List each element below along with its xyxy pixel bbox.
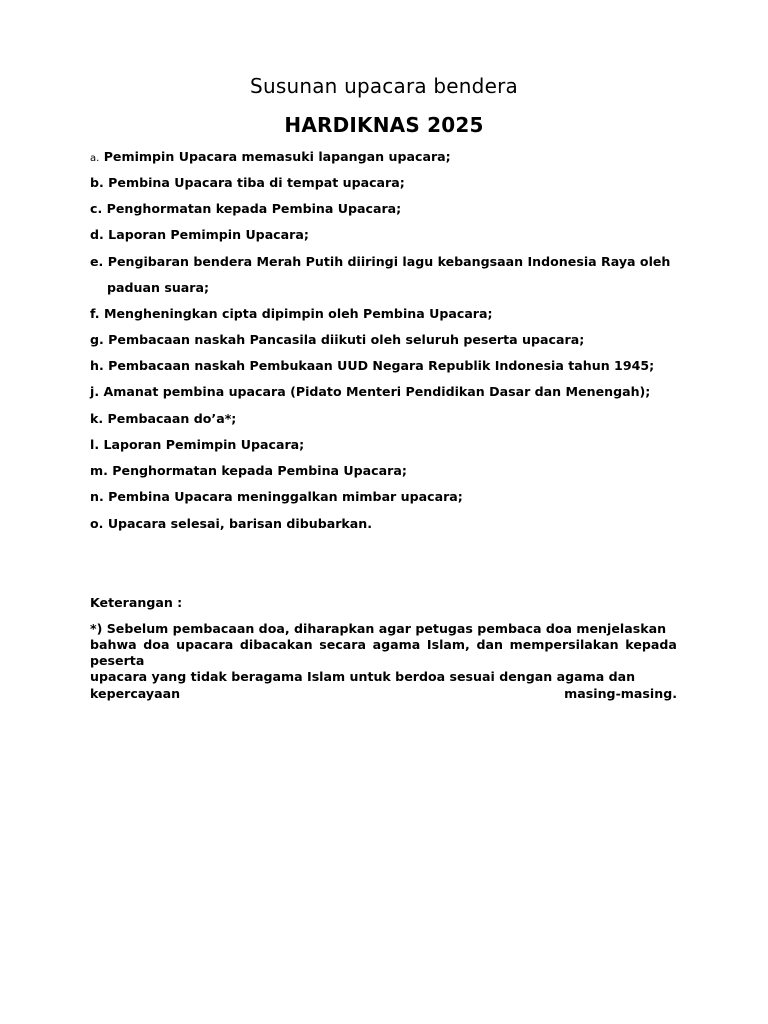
list-item-g: g. Pembacaan naskah Pancasila diikuti oleh seluruh peserta upacara; bbox=[90, 332, 585, 347]
note-word: upacara bbox=[176, 637, 234, 652]
list-item-n: n. Pembina Upacara meninggalkan mimbar upacara; bbox=[90, 489, 463, 504]
list-item-e: e. Pengibaran bendera Merah Putih diiringi lagu kebangsaan Indonesia Raya oleh bbox=[90, 254, 671, 269]
list-item-h: h. Pembacaan naskah Pembukaan UUD Negara Republik Indonesia tahun 1945; bbox=[90, 358, 655, 373]
note-word: doa bbox=[143, 637, 170, 652]
note-word: bahwa bbox=[90, 637, 137, 652]
list-item-a bbox=[90, 149, 451, 164]
list-item-d: d. Laporan Pemimpin Upacara; bbox=[90, 227, 309, 242]
note-label: Keterangan : bbox=[90, 595, 183, 610]
note-word: kepada bbox=[625, 637, 677, 652]
note-line-3: peserta bbox=[90, 653, 145, 668]
note-word: kepercayaan bbox=[90, 686, 181, 701]
note-word: agama bbox=[372, 637, 421, 652]
note-word: Islam, bbox=[426, 637, 470, 652]
note-line-4: upacara yang tidak beragama Islam untuk berdoa sesuai dengan agama dan bbox=[90, 669, 636, 684]
note-word: secara bbox=[319, 637, 366, 652]
list-item-f: f. Mengheningkan cipta dipimpin oleh Pembina Upacara; bbox=[90, 306, 493, 321]
list-item-text: Pemimpin Upacara memasuki lapangan upacara; bbox=[103, 149, 451, 164]
list-item-m: m. Penghormatan kepada Pembina Upacara; bbox=[90, 463, 407, 478]
note-line-2 bbox=[90, 637, 677, 652]
note-word: mempersilakan bbox=[509, 637, 619, 652]
note-word: dibacakan bbox=[239, 637, 313, 652]
list-item-b: b. Pembina Upacara tiba di tempat upacara; bbox=[90, 175, 405, 190]
note-word: masing-masing. bbox=[564, 686, 677, 701]
list-item-c: c. Penghormatan kepada Pembina Upacara; bbox=[90, 201, 402, 216]
list-item-k: k. Pembacaan do’a*; bbox=[90, 411, 237, 426]
note-word: dan bbox=[476, 637, 503, 652]
document-subtitle: HARDIKNAS 2025 bbox=[284, 113, 484, 137]
list-item-o: o. Upacara selesai, barisan dibubarkan. bbox=[90, 516, 373, 531]
list-item-e-continued: paduan suara; bbox=[107, 280, 210, 295]
note-line-5 bbox=[90, 686, 677, 701]
note-line-1: *) Sebelum pembacaan doa, diharapkan agar petugas pembaca doa menjelaskan bbox=[90, 621, 667, 636]
list-marker: a. bbox=[90, 153, 100, 164]
list-item-j: j. Amanat pembina upacara (Pidato Menteri Pendidikan Dasar dan Menengah); bbox=[90, 384, 651, 399]
list-item-l: l. Laporan Pemimpin Upacara; bbox=[90, 437, 305, 452]
document-title: Susunan upacara bendera bbox=[250, 74, 518, 98]
